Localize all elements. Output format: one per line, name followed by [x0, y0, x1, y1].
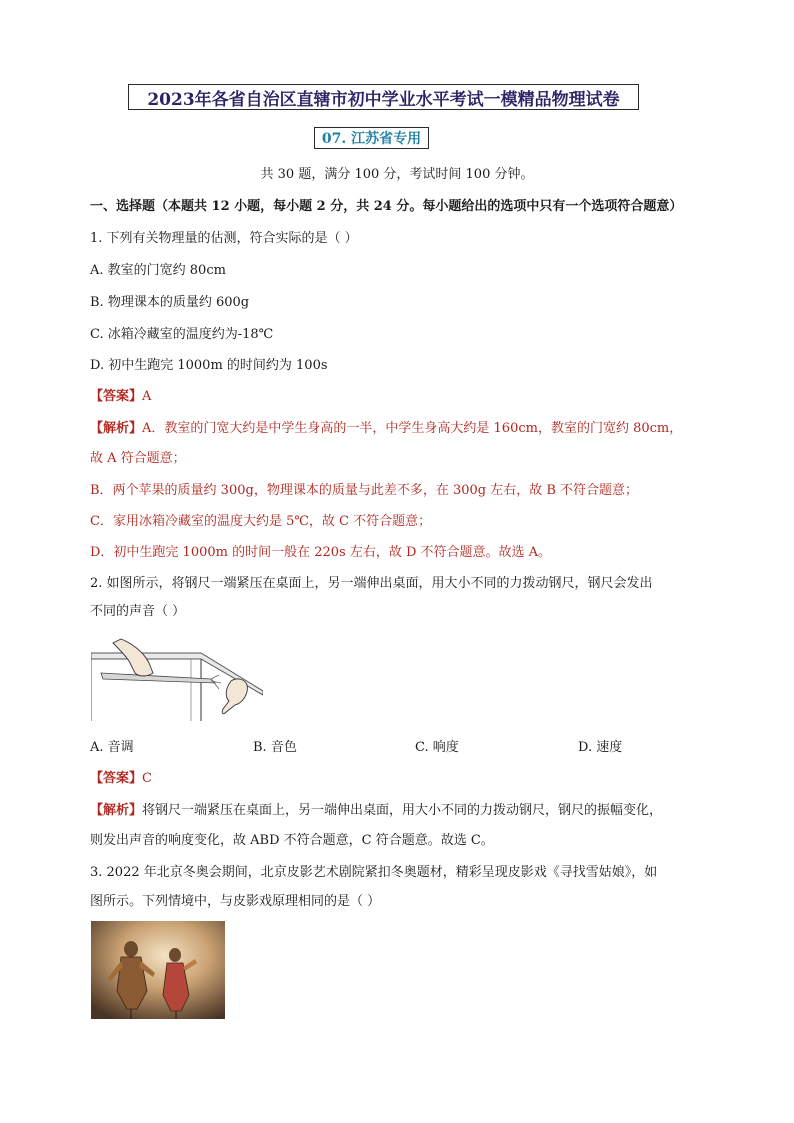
exam-title: 2023年各省自治区直辖市初中学业水平考试一模精品物理试卷 [128, 84, 639, 110]
q3-stem: 3. 2022 年北京冬奥会期间，北京皮影艺术剧院紧扣冬奥题材，精彩呈现皮影戏《寻找雪姑娘》，如 [90, 865, 658, 880]
q2-option-b: B. 音色 [253, 740, 297, 755]
answer-tag: 【答案】 [90, 771, 143, 786]
photo-background [91, 921, 225, 1019]
section-heading: 一、选择题（本题共 12 小题，每小题 2 分，共 24 分。每小题给出的选项中只有一个选项符合题意） [90, 199, 683, 214]
shadow-puppet-photo [91, 921, 225, 1019]
answer-tag: 【答案】 [90, 389, 143, 404]
ruler-vibration-figure [91, 633, 263, 721]
exam-subtitle: 07. 江苏省专用 [314, 127, 429, 149]
q1-analysis-line: D．初中生跑完 1000m 的时间一般在 220s 左右，故 D 不符合题意。故选 A。 [90, 545, 552, 560]
q2-answer [90, 770, 152, 788]
analysis-text: A．教室的门宽大约是中学生身高的一半，中学生身高大约是 160cm，教室的门宽约 80cm， [142, 421, 683, 436]
q2-option-d: D. 速度 [578, 740, 623, 755]
puppet-head-right [169, 948, 181, 962]
q1-analysis-line: 故 A 符合题意； [90, 451, 186, 466]
q2-stem: 2. 如图所示，将钢尺一端紧压在桌面上，另一端伸出桌面，用大小不同的力拨动钢尺，钢尺会发出 [90, 576, 653, 591]
puppet-head-left [124, 941, 138, 957]
answer-value: C [142, 771, 152, 786]
q1-analysis-line: C．家用冰箱冷藏室的温度大约是 5℃，故 C 不符合题意； [90, 514, 432, 529]
exam-info: 共 30 题，满分 100 分，考试时间 100 分钟。 [260, 167, 534, 182]
q1-analysis-line: B．两个苹果的质量约 300g，物理课本的质量与此差不多，在 300g 左右，故 B 不符合题意； [90, 483, 639, 498]
q3-stem: 图所示。下列情境中，与皮影戏原理相同的是（ ） [90, 894, 381, 909]
analysis-text: 将钢尺一端紧压在桌面上，另一端伸出桌面，用大小不同的力拨动钢尺，钢尺的振幅变化， [142, 803, 663, 818]
q2-option-c: C. 响度 [415, 740, 459, 755]
q1-option-b: B. 物理课本的质量约 600g [90, 295, 250, 310]
analysis-tag: 【解析】 [90, 803, 143, 818]
q1-option-c: C. 冰箱冷藏室的温度约为-18℃ [90, 327, 274, 342]
q2-analysis-line [90, 802, 662, 820]
q2-option-a: A. 音调 [90, 740, 134, 755]
q2-analysis-line: 则发出声音的响度变化，故 ABD 不符合题意，C 符合题意。故选 C。 [90, 833, 494, 848]
q1-analysis-line [90, 420, 682, 438]
answer-value: A [142, 389, 152, 404]
q2-stem: 不同的声音（ ） [90, 604, 186, 619]
q1-option-a: A. 教室的门宽约 80cm [90, 263, 226, 278]
q1-option-d: D. 初中生跑完 1000m 的时间约为 100s [90, 358, 328, 373]
q1-answer [90, 388, 151, 406]
q1-stem: 1. 下列有关物理量的估测，符合实际的是（ ） [90, 231, 358, 246]
analysis-tag: 【解析】 [90, 421, 143, 436]
